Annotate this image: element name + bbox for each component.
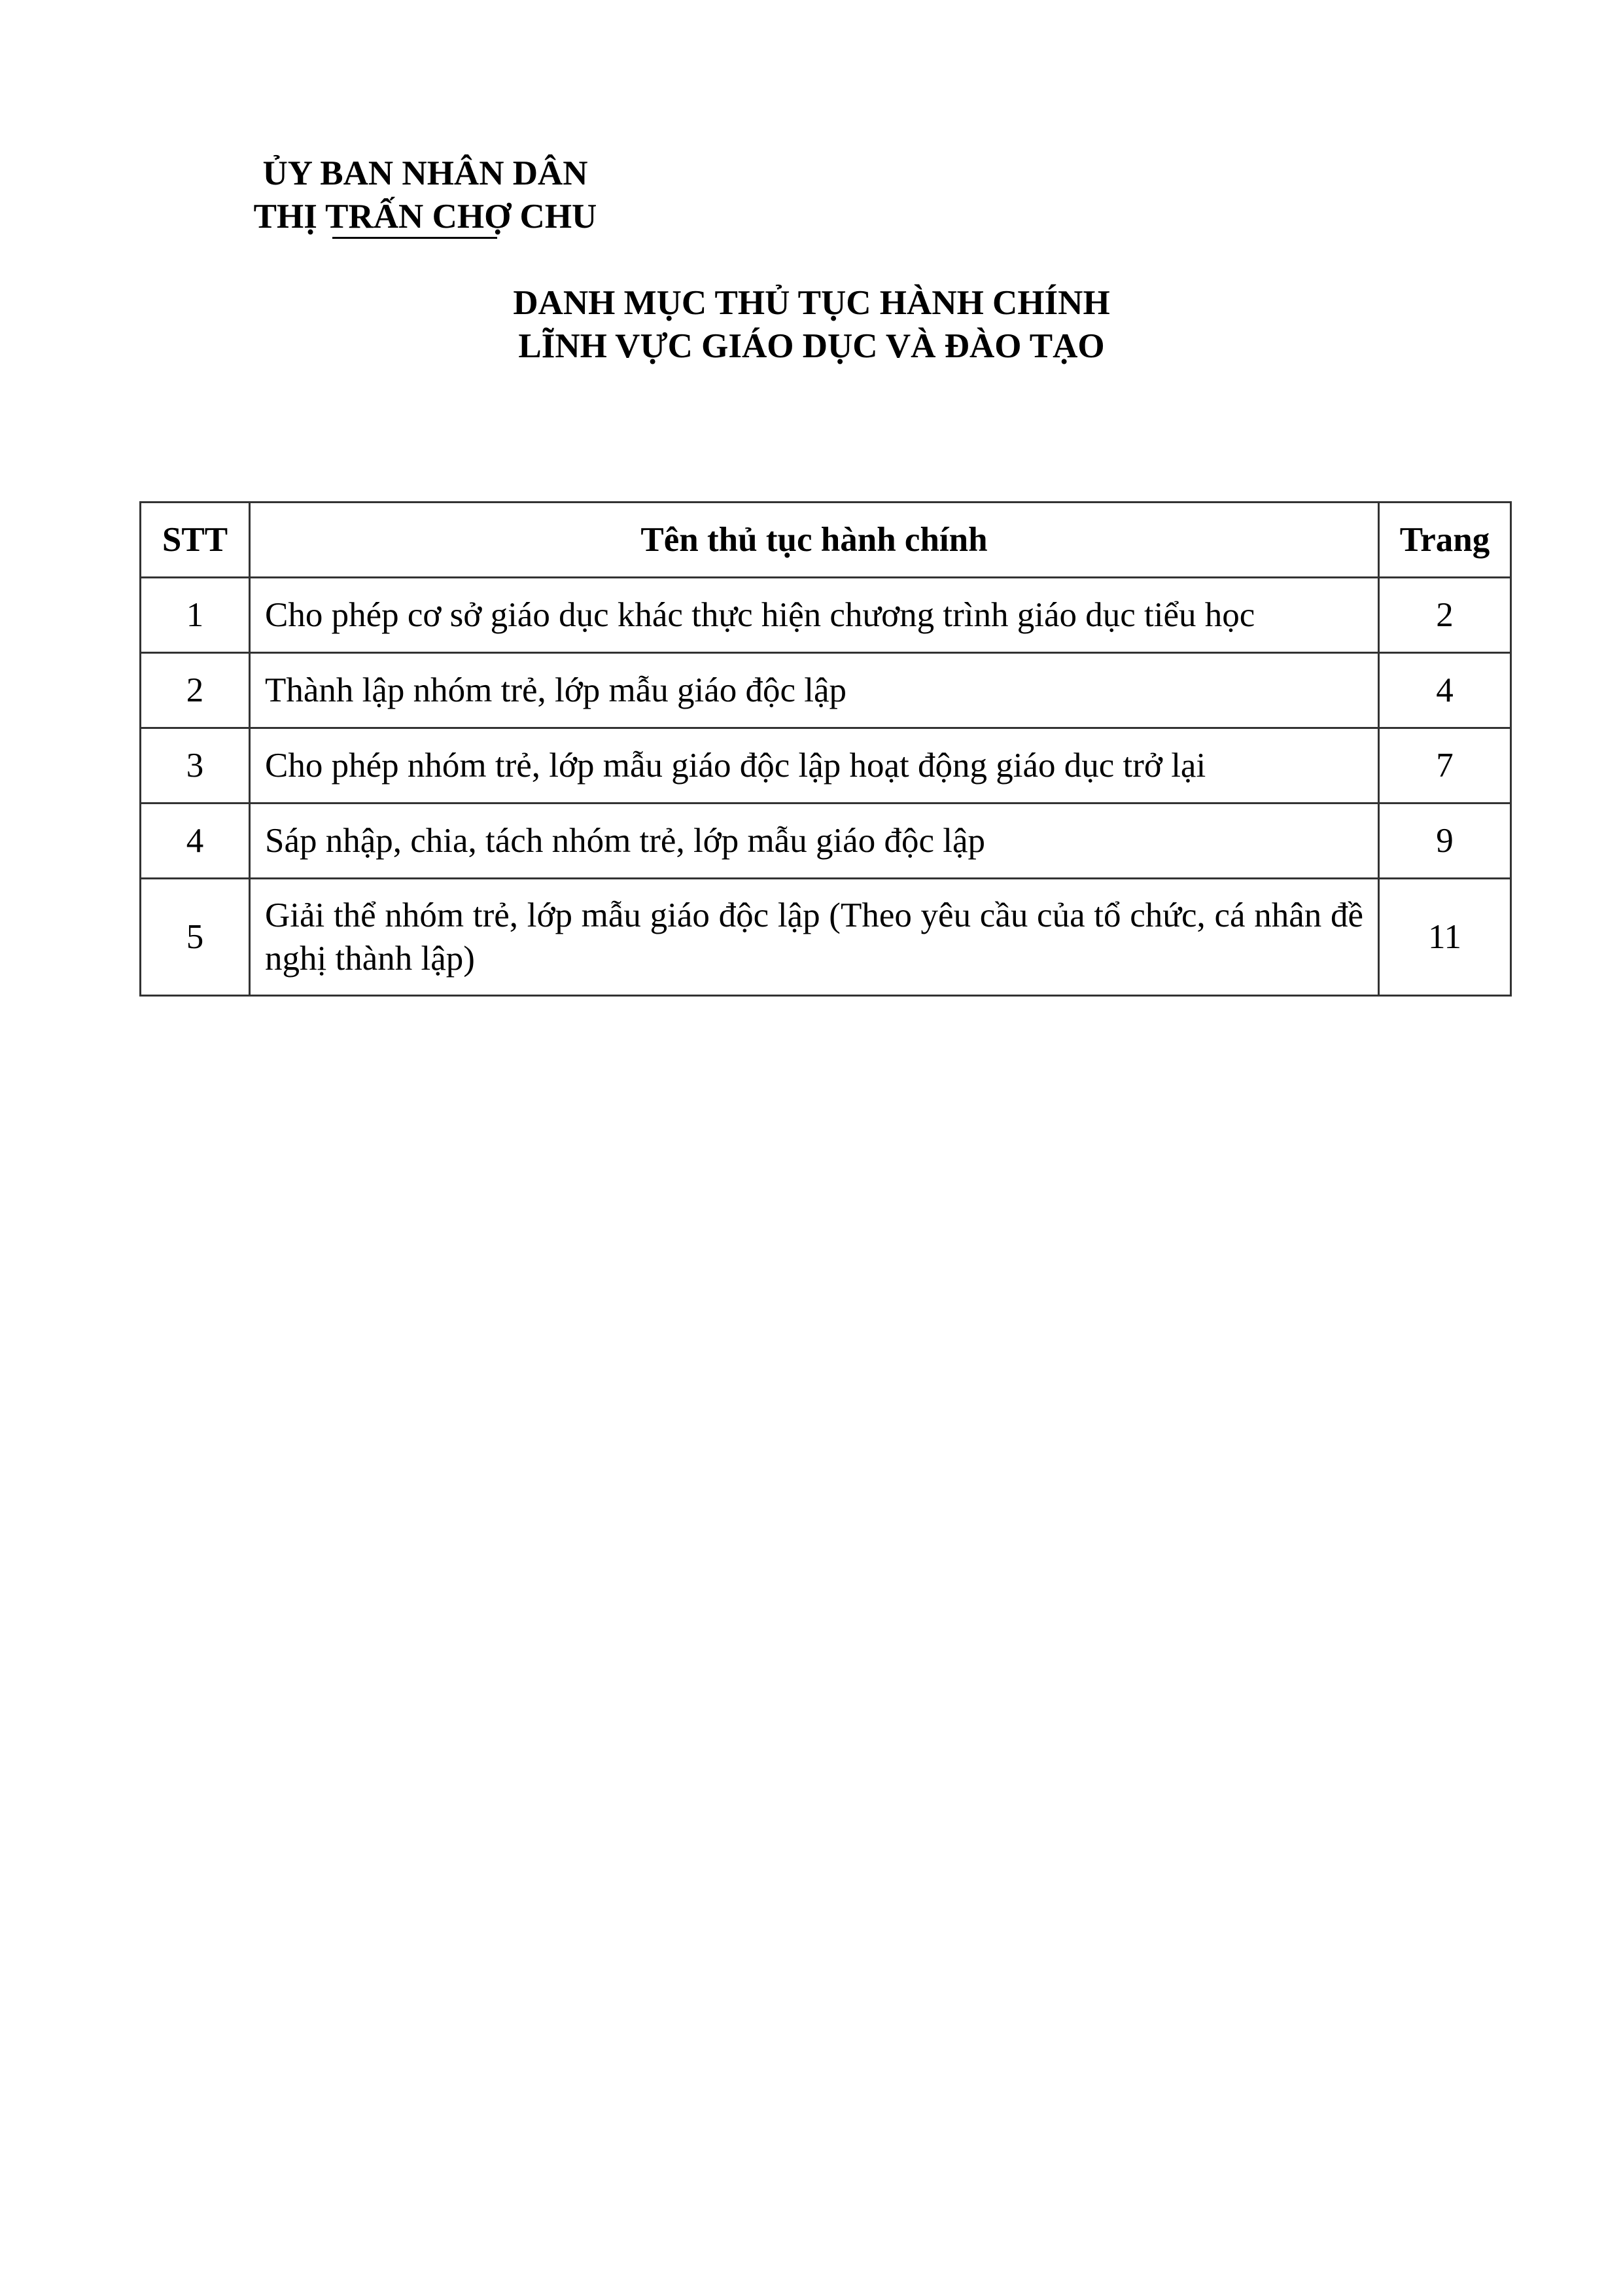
row-stt: 1 [141,578,250,653]
header-page: Trang [1379,503,1511,578]
authority-name: ỦY BAN NHÂN DÂN [262,154,588,192]
row-page: 4 [1379,653,1511,728]
row-stt: 5 [141,879,250,996]
row-stt: 4 [141,804,250,879]
row-stt: 3 [141,728,250,804]
document-title [0,281,1623,368]
row-stt: 2 [141,653,250,728]
authority-locality: THỊ TRẤN CHỢ CHU [253,198,597,236]
procedure-table [139,501,1512,997]
issuing-authority [196,152,654,238]
row-page: 7 [1379,728,1511,804]
row-procedure-name: Giải thể nhóm trẻ, lớp mẫu giáo độc lập (Theo yêu cầu của tổ chức, cá nhân đề nghị thành lập) [250,879,1379,996]
table-header-row [141,503,1511,578]
row-procedure-name: Sáp nhập, chia, tách nhóm trẻ, lớp mẫu giáo độc lập [250,804,1379,879]
table-row [141,879,1511,996]
title-line-1: DANH MỤC THỦ TỤC HÀNH CHÍNH [513,284,1110,322]
row-page: 2 [1379,578,1511,653]
row-procedure-name: Cho phép cơ sở giáo dục khác thực hiện chương trình giáo dục tiểu học [250,578,1379,653]
row-page: 9 [1379,804,1511,879]
table-row [141,578,1511,653]
row-procedure-name: Thành lập nhóm trẻ, lớp mẫu giáo độc lập [250,653,1379,728]
table-row [141,804,1511,879]
authority-underline [332,237,497,239]
header-stt: STT [141,503,250,578]
table-row [141,728,1511,804]
header-procedure-name: Tên thủ tục hành chính [250,503,1379,578]
row-procedure-name: Cho phép nhóm trẻ, lớp mẫu giáo độc lập hoạt động giáo dục trở lại [250,728,1379,804]
table-row [141,653,1511,728]
row-page: 11 [1379,879,1511,996]
title-line-2: LĨNH VỰC GIÁO DỤC VÀ ĐÀO TẠO [518,327,1105,365]
